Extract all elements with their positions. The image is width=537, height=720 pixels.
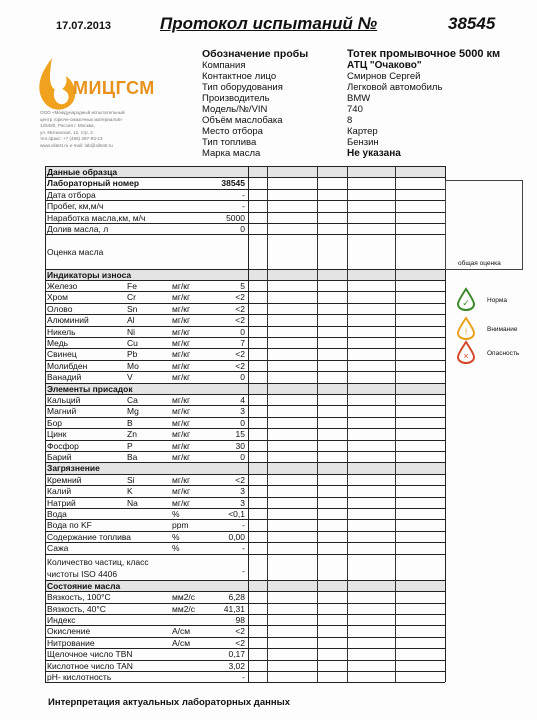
unit: %: [172, 509, 180, 519]
sample-field-label: Объём маслобака: [202, 115, 283, 126]
unit: мг/кг: [172, 292, 191, 303]
row-value: 5: [240, 281, 245, 291]
table-row: [45, 234, 445, 269]
unit: A/см: [172, 626, 191, 637]
unit: мг/кг: [172, 497, 191, 508]
sample-labels: [202, 49, 308, 159]
sample-field-label: Обозначение пробы: [202, 48, 309, 60]
table-row: [45, 554, 445, 581]
interpretation-heading: Интерпретация актуальных лабораторных данных: [48, 697, 290, 708]
unit: мг/кг: [172, 417, 191, 428]
sample-field-label: Модель/№/VIN: [202, 104, 268, 115]
lab-address-line: ООО «Международный испытательный: [40, 110, 125, 115]
legend-label: Внимание: [487, 326, 518, 333]
row-value: 3: [240, 486, 245, 497]
sample-field-value: АТЦ "Очаково": [347, 60, 422, 71]
row-label: Индекс: [47, 615, 76, 626]
element-symbol: Ba: [127, 452, 138, 462]
row-value: -: [242, 672, 245, 683]
row-value: 4: [240, 395, 245, 405]
row-value: -: [242, 189, 245, 200]
lab-address-line: 125480, Россия г. Москва,: [40, 123, 95, 128]
row-label: Индикаторы износа: [47, 269, 132, 280]
row-label: Сажа: [47, 543, 69, 554]
row-value: <2: [235, 303, 245, 314]
row-label: Элементы присадок: [47, 383, 133, 394]
row-label: Нитрование: [47, 637, 95, 648]
overall-rating-label: общая оценка: [458, 260, 501, 267]
row-value: <2: [235, 637, 245, 648]
sample-field-value: 8: [347, 115, 353, 126]
element-symbol: Si: [127, 474, 135, 485]
row-label: Состояние масла: [47, 580, 121, 591]
row-value: <0,1: [228, 509, 245, 519]
element-symbol: Pb: [127, 349, 138, 360]
row-label: Окисление: [47, 626, 91, 637]
drop-danger-icon: [455, 340, 477, 364]
element-symbol: Mo: [127, 360, 139, 371]
element-symbol: Mg: [127, 406, 139, 417]
row-value: 0: [240, 372, 245, 383]
row-label: Магний: [47, 406, 77, 417]
unit: мг/кг: [172, 349, 191, 360]
lab-address: [40, 110, 190, 149]
row-label: Дата отбора: [47, 189, 96, 200]
row-value: 0: [240, 224, 245, 234]
unit: мг/кг: [172, 360, 191, 371]
row-label: Оценка масла: [47, 247, 104, 258]
row-label: Свинец: [47, 349, 77, 360]
row-value: 0,00: [228, 531, 245, 542]
row-value: 6,28: [228, 592, 245, 603]
row-value: 98: [235, 615, 245, 626]
element-symbol: Cu: [127, 338, 138, 348]
lab-logo-text: МИЦГСМ: [73, 78, 155, 98]
sample-values: [347, 49, 500, 159]
sample-field-label: Тип оборудования: [202, 82, 283, 93]
table-column-line: [248, 166, 249, 682]
row-value: -: [242, 565, 245, 576]
overall-rating-box: [445, 180, 523, 270]
row-value: 0: [240, 452, 245, 462]
unit: мг/кг: [172, 486, 191, 497]
sample-field-label: Контактное лицо: [202, 71, 277, 82]
sample-field-label: Производитель: [202, 93, 270, 104]
row-label: Загрязнение: [47, 463, 100, 474]
row-label: Медь: [47, 338, 69, 348]
row-label: Вязкость, 100°С: [47, 592, 111, 603]
unit: мм2/с: [172, 592, 196, 603]
row-value: 7: [240, 338, 245, 348]
row-value: <2: [235, 292, 245, 303]
row-label: Вода по KF: [47, 520, 92, 531]
table-column-line: [267, 166, 268, 682]
unit: мг/кг: [172, 281, 191, 291]
unit: мг/кг: [172, 429, 191, 440]
row-value: -: [242, 520, 245, 531]
row-label: Железо: [47, 281, 78, 291]
element-symbol: Fe: [127, 281, 137, 291]
lab-address-line: тел./факс: +7 (495) 287-93-13: [40, 136, 103, 141]
row-value: <2: [235, 626, 245, 637]
lab-address-line: ул. Митинская, 12, стр. 2: [40, 129, 93, 135]
row-value: -: [242, 543, 245, 554]
row-label: Молибден: [47, 360, 88, 371]
protocol-date: 17.07.2013: [56, 20, 112, 32]
unit: мг/кг: [172, 315, 191, 326]
sample-field-value: BMW: [347, 93, 371, 104]
legend-label: Опасность: [487, 350, 520, 357]
unit: ppm: [172, 520, 189, 531]
sample-field-value: Не указана: [347, 148, 401, 159]
sample-field-value: Тотек промывочное 5000 км: [347, 48, 501, 60]
element-symbol: Na: [127, 497, 138, 508]
sample-field-label: Место отбора: [202, 126, 263, 137]
sample-field-value: Смирнов Сергей: [347, 71, 421, 82]
row-value: <2: [235, 349, 245, 360]
element-symbol: Zn: [127, 429, 137, 440]
row-value: 5000: [226, 212, 245, 223]
table-column-line: [347, 166, 348, 682]
unit: мг/кг: [172, 326, 191, 337]
row-value: 3: [240, 497, 245, 508]
unit: мг/кг: [172, 452, 191, 462]
unit: A/см: [172, 637, 191, 648]
row-label: Никель: [47, 326, 76, 337]
unit: мг/кг: [172, 440, 191, 451]
element-symbol: Cr: [127, 292, 136, 303]
row-value: 0,17: [228, 649, 245, 660]
row-label: Пробег, км,м/ч: [47, 201, 104, 212]
row-value: <2: [235, 360, 245, 371]
table-bottom-border: [45, 682, 445, 683]
row-label: Ванадий: [47, 372, 82, 383]
row-value: 3,02: [228, 660, 245, 671]
table-column-line: [45, 166, 46, 682]
element-symbol: Ni: [127, 326, 136, 337]
protocol-title: Протокол испытаний №: [160, 14, 378, 33]
unit: мг/кг: [172, 395, 191, 405]
row-label: Вязкость, 40°С: [47, 603, 106, 614]
protocol-number: 38545: [448, 14, 496, 33]
row-label: Щелочное число TBN: [47, 649, 133, 660]
row-label: Хром: [47, 292, 68, 303]
unit: мг/кг: [172, 338, 191, 348]
element-symbol: Al: [127, 315, 135, 326]
row-label: Лабораторный номер: [47, 178, 140, 189]
row-value: <2: [235, 315, 245, 326]
row-label: Барий: [47, 452, 72, 462]
row-label: Натрий: [47, 497, 76, 508]
sample-field-label: Компания: [202, 60, 246, 71]
row-label: pH- кислотность: [47, 672, 112, 683]
row-label: Кальций: [47, 395, 81, 405]
row-label: Кремний: [47, 474, 82, 485]
sample-field-label: Марка масла: [202, 148, 261, 159]
row-value: 41,31: [223, 603, 245, 614]
sample-field-value: 740: [347, 104, 363, 115]
sample-field-value: Бензин: [347, 137, 379, 148]
row-label: Цинк: [47, 429, 67, 440]
svg-text:×: ×: [463, 351, 469, 361]
row-label: Фосфор: [47, 440, 79, 451]
unit: мг/кг: [172, 406, 191, 417]
element-symbol: V: [127, 372, 133, 383]
row-value: 30: [235, 440, 245, 451]
element-symbol: P: [127, 440, 133, 451]
sample-field-value: Легковой автомобиль: [347, 82, 443, 93]
unit: %: [172, 543, 180, 554]
table-column-line: [317, 166, 318, 682]
row-label: Вода: [47, 509, 67, 519]
row-label: Наработка масла,км, м/ч: [47, 212, 146, 223]
row-label: Содержание топлива: [47, 531, 132, 542]
row-label: Калий: [47, 486, 72, 497]
element-symbol: Ca: [127, 395, 138, 405]
element-symbol: K: [127, 486, 133, 497]
row-label: Долив масла, л: [47, 224, 109, 234]
row-value: <2: [235, 474, 245, 485]
unit: %: [172, 531, 180, 542]
row-label: Бор: [47, 417, 63, 428]
row-label: Алюминий: [47, 315, 89, 326]
row-value: 3: [240, 406, 245, 417]
unit: мг/кг: [172, 303, 191, 314]
table-column-line: [395, 166, 396, 682]
element-symbol: Sn: [127, 303, 138, 314]
svg-text:✓: ✓: [462, 298, 470, 308]
row-label: Кислотное число TAN: [47, 660, 133, 671]
svg-text:!: !: [464, 327, 468, 337]
row-label-continued: чистоты ISO 4406: [47, 568, 118, 579]
lab-address-line: центр горюче-смазочных материалов»: [40, 116, 123, 122]
row-value: 0: [240, 326, 245, 337]
legend-label: Норма: [487, 297, 508, 304]
unit: мм2/с: [172, 603, 196, 614]
row-value: 38545: [221, 178, 245, 189]
unit: мг/кг: [172, 474, 191, 485]
element-symbol: B: [127, 417, 133, 428]
row-label: Олово: [47, 303, 73, 314]
drop-normal-icon: [455, 287, 477, 311]
sample-field-label: Тип топлива: [202, 137, 257, 148]
row-label: Количество частиц, класс: [47, 556, 149, 567]
unit: мг/кг: [172, 372, 191, 383]
row-value: 15: [235, 429, 245, 440]
sample-field-value: Картер: [347, 126, 378, 137]
lab-address-line: www.oilt​est.ru e-mail: lab@oiltest.ru: [40, 142, 113, 148]
row-value: 0: [240, 417, 245, 428]
row-value: -: [242, 201, 245, 212]
drop-warning-icon: [455, 316, 477, 340]
row-label: Данные образца: [47, 167, 118, 177]
